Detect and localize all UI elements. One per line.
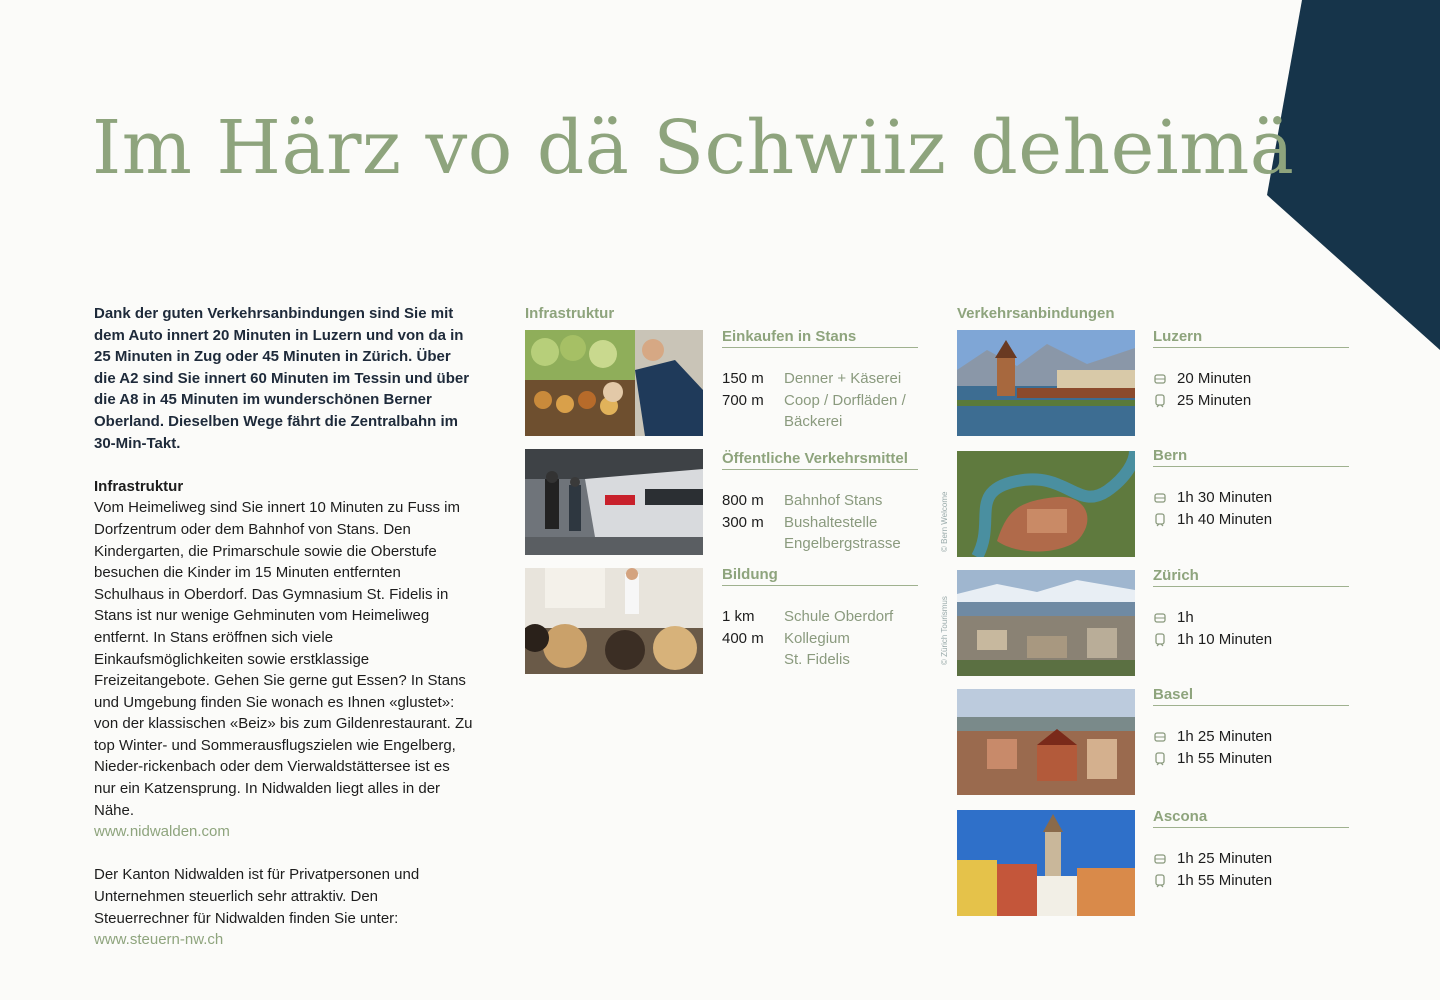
- car-time: 1h 25 Minuten: [1177, 728, 1273, 745]
- car-time-row: [1153, 848, 1349, 870]
- car-icon: [1153, 491, 1177, 505]
- train-icon: [1153, 752, 1177, 766]
- distance: 1 km: [722, 608, 755, 625]
- distance: 400 m: [722, 629, 764, 647]
- train-icon: [1153, 394, 1177, 408]
- train-time: 1h 55 Minuten: [1177, 871, 1273, 889]
- car-time-row: [1153, 487, 1349, 509]
- photo-credit-bern: © Bern Welcome: [940, 491, 949, 552]
- city-bern: [1153, 447, 1349, 530]
- luzern-photo: [957, 330, 1135, 436]
- intro-paragraph: Dank der guten Verkehrsanbindungen sind Sie mit dem Auto innert 20 Minuten in Luzern und von da in 25 Minuten in Zug oder 45 Minuten in Zürich. Über die A2 sind Sie innert 60 Minuten im Tessin und über die A8 in 45 Minuten im wunderschönen Berner Oberland. Dieselben Wege fährt die Zentralbahn im 30-Min-Takt.: [94, 305, 470, 452]
- car-icon: [1153, 730, 1177, 744]
- car-time-row: [1153, 726, 1349, 748]
- zurich-photo: [957, 570, 1135, 676]
- infra-group-shopping: [722, 328, 918, 433]
- train-time-row: [1153, 748, 1349, 770]
- city-name: Luzern: [1153, 328, 1349, 348]
- infra-row: [722, 512, 918, 534]
- infra-row: [722, 368, 918, 390]
- train-icon: [1153, 633, 1177, 647]
- place: Bushaltestelle: [784, 513, 878, 531]
- infra-row: [722, 390, 918, 412]
- car-time: 1h 30 Minuten: [1177, 489, 1273, 506]
- train-time-row: [1153, 390, 1349, 412]
- transport-section-label: Verkehrsanbindungen: [957, 305, 1115, 322]
- train-time: 1h 40 Minuten: [1177, 510, 1273, 528]
- train-photo: [525, 449, 703, 555]
- distance: 800 m: [722, 492, 764, 509]
- ascona-photo: [957, 810, 1135, 916]
- steuern-link[interactable]: www.steuern-nw.ch: [94, 931, 224, 949]
- car-icon: [1153, 852, 1177, 866]
- train-time: 1h 55 Minuten: [1177, 749, 1273, 767]
- nidwalden-link[interactable]: www.nidwalden.com: [94, 823, 230, 841]
- page-title: Im Härz vo dä Schwiiz deheimä: [92, 105, 1295, 191]
- infra-row: [722, 606, 918, 628]
- car-icon: [1153, 611, 1177, 625]
- car-time-row: [1153, 368, 1349, 390]
- bern-photo: [957, 451, 1135, 557]
- car-time: 1h: [1177, 609, 1194, 626]
- infra-group-title: Öffentliche Verkehrsmittel: [722, 450, 918, 470]
- train-time-row: [1153, 509, 1349, 531]
- car-time-row: [1153, 607, 1349, 629]
- distance: 700 m: [722, 391, 764, 409]
- train-time: 1h 10 Minuten: [1177, 630, 1273, 648]
- city-luzern: [1153, 328, 1349, 411]
- train-icon: [1153, 874, 1177, 888]
- train-time: 25 Minuten: [1177, 391, 1252, 409]
- city-name: Basel: [1153, 686, 1349, 706]
- place-continued: Engelbergstrasse: [784, 535, 901, 553]
- infra-section-label: Infrastruktur: [525, 305, 615, 322]
- infra-group-education: [722, 566, 918, 671]
- photo-credit-zurich: © Zürich Tourismus: [940, 596, 949, 665]
- place-continued: St. Fidelis: [784, 651, 850, 669]
- tax-paragraph: Der Kanton Nidwalden ist für Privatpersonen und Unternehmen steuerlich sehr attraktiv. Den Steuerrechner für Nidwalden finden Sie unter:: [94, 866, 420, 927]
- distance: 300 m: [722, 513, 764, 531]
- infrastructure-heading: Infrastruktur: [94, 477, 184, 495]
- car-time: 20 Minuten: [1177, 370, 1252, 387]
- city-name: Zürich: [1153, 567, 1349, 587]
- car-icon: [1153, 372, 1177, 386]
- city-ascona: [1153, 808, 1349, 891]
- infra-group-title: Einkaufen in Stans: [722, 328, 918, 348]
- infra-row: [722, 490, 918, 512]
- grocery-photo: [525, 330, 703, 436]
- city-zurich: [1153, 567, 1349, 650]
- infra-row: [722, 628, 918, 650]
- classroom-photo: [525, 568, 703, 674]
- place-continued: Bäckerei: [784, 413, 843, 431]
- train-time-row: [1153, 870, 1349, 892]
- train-time-row: [1153, 629, 1349, 651]
- city-name: Bern: [1153, 447, 1349, 467]
- place: Schule Oberdorf: [784, 608, 894, 625]
- basel-photo: [957, 689, 1135, 795]
- place: Coop / Dorfläden /: [784, 391, 906, 409]
- place: Bahnhof Stans: [784, 492, 883, 509]
- place: Denner + Käserei: [784, 370, 902, 387]
- place: Kollegium: [784, 629, 850, 647]
- train-icon: [1153, 513, 1177, 527]
- infra-group-title: Bildung: [722, 566, 918, 586]
- distance: 150 m: [722, 370, 764, 387]
- city-basel: [1153, 686, 1349, 769]
- infrastructure-paragraph: Vom Heimeliweg sind Sie innert 10 Minuten zu Fuss im Dorfzentrum oder dem Bahnhof von Stans. Den Kindergarten, die Primarschule sowie die Oberstufe besuchen die Kinder im 15 Minuten entfernten Schulhaus in Oberdorf. Das Gymnasium St. Fidelis in Stans ist nur wenige Gehminuten vom Heimeliweg entfernt. In Stans eröffnen sich viele Einkaufsmöglichkeiten sowie erstklassige Freizeitangebote. Gehen Sie gerne gut Essen? In Stans und Umgebung finden Sie wonach es Ihnen «glustet»: von der klassischen «Beiz» bis zum Gildenrestaurant. Zu top Winter- und Sommerausflugszielen wie Engelberg, Nieder-rickenbach oder dem Vierwaldstättersee ist es nur ein Katzensprung. In Nidwalden liegt alles in der Nähe.: [94, 499, 473, 819]
- car-time: 1h 25 Minuten: [1177, 850, 1273, 867]
- infra-group-transport: [722, 450, 918, 555]
- city-name: Ascona: [1153, 808, 1349, 828]
- text-column: [94, 303, 474, 951]
